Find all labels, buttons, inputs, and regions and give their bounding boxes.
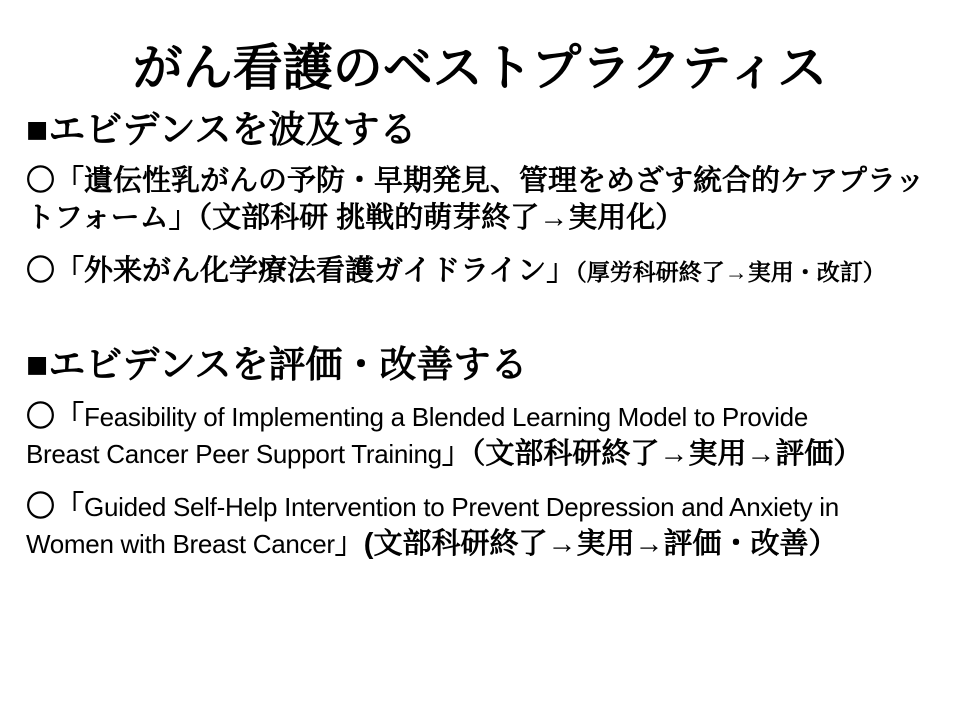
text-segment: 」(文部科研終了→実用→評価・改善） [334, 527, 838, 560]
text-segment-english: Breast Cancer Peer Support Training [26, 438, 442, 469]
slide-title: がん看護のベストプラクティス [132, 40, 828, 96]
bullet-item-hereditary-breast-cancer-platform [26, 163, 934, 237]
text-segment-english: Guided Self-Help Intervention to Prevent Depression and Anxiety in [84, 491, 839, 522]
text-line [26, 200, 934, 237]
text-segment: 〇「外来がん化学療法看護ガイドライン」 [26, 255, 576, 288]
section-heading-evaluate-improve-evidence: ■エビデンスを評価・改善する [26, 344, 528, 386]
text-segment: 〇「遺伝性乳がんの予防・早期発見、管理をめざす統合的ケアプラッ [26, 165, 925, 198]
text-segment-small: （厚労科研終了→実用・改訂） [575, 259, 886, 286]
text-segment: トフォーム」（文部科研 挑戦的萌芽終了→実用化） [26, 202, 685, 235]
text-segment: 」（文部科研終了→実用→評価） [441, 437, 863, 470]
text-segment: 〇「 [26, 400, 85, 433]
bullet-item-chemotherapy-nursing-guideline [26, 253, 934, 290]
bullet-item-blended-learning-model [26, 399, 934, 473]
text-line [26, 489, 934, 526]
section-heading-spread-evidence: ■エビデンスを波及する [26, 109, 417, 150]
text-line [26, 526, 934, 563]
text-line [26, 436, 934, 473]
text-segment: 〇「 [26, 490, 85, 523]
text-segment-english: Feasibility of Implementing a Blended Learning Model to Provide [84, 401, 808, 432]
text-line [26, 399, 934, 436]
text-line [26, 253, 934, 290]
bullet-item-guided-self-help-intervention [26, 489, 934, 563]
text-line [26, 163, 934, 200]
text-segment-english: Women with Breast Cancer [26, 528, 335, 559]
